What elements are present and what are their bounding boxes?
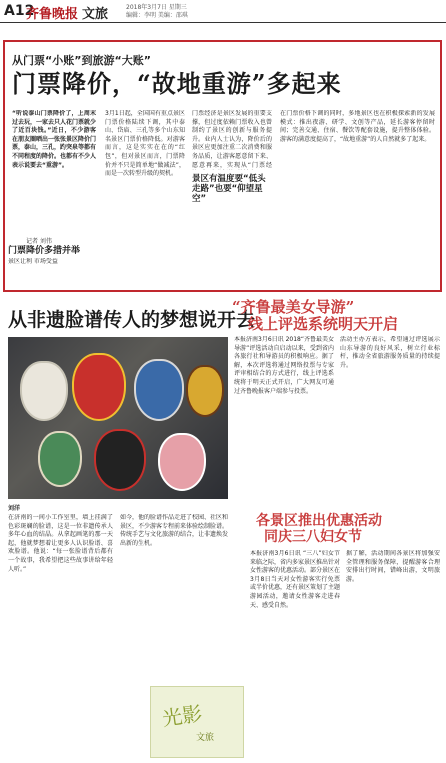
lead-col-3: 门票经济是景区发展的重要支撑，但过度依赖门票收入也曾制约了景区的创新与服务提升。业内人士认为，降价后的景区应更加注重二次消费和服务品质，让游客愿意留下来、愿意再来，实现从“门票经 — [192, 110, 272, 169]
header-date: 2018年3月7日 星期三 — [126, 4, 187, 11]
paper-name: 齐鲁晚报 — [26, 7, 79, 22]
campaign-title-line-1: “齐鲁最美女导游” — [232, 298, 355, 316]
campaign-body-2: 活动主办方表示，希望通过评选展示山东导游的良好风采，树立行业标杆，推动全省旅游服务质量的持续提升。 — [340, 336, 440, 369]
lead-col-4: 在门票价格下调的同时，多地景区也在积极探索新的发展模式：推出夜游、研学、文创等产品，延长游客停留时间；完善交通、住宿、餐饮等配套设施，提升整体体验。游客的满意度提高了，“故地重游”的人自然就多了起来。 — [280, 110, 435, 143]
womens-day-title-line-1: 各景区推出优惠活动 — [256, 513, 382, 529]
section-name: 文旅 — [82, 7, 109, 22]
feature-body-2: 如今，他的脸谱作品走进了校园、社区和景区，不少游客专程前来体验绘制脸谱。传统手艺与文化旅游的结合，让非遗焕发出新的生机。 — [120, 514, 228, 547]
lead-subhead-1: 门票降价多措并举 — [8, 246, 81, 256]
opera-masks-photo — [8, 337, 228, 499]
header-editors: 编辑：李明 美编：邵琪 — [126, 12, 188, 19]
mask-gold — [186, 365, 224, 417]
lead-subhead-2: 景区有温度要“低头走路”也要“仰望星空” — [192, 174, 266, 204]
lead-kicker: 从门票“小账”到旅游“大账” — [12, 54, 151, 67]
campaign-title-line-2: 线上评选系统明天开启 — [248, 315, 399, 333]
mask-black — [94, 429, 146, 491]
lead-col-2: 3月1日起，全国国有重点景区门票价格陆续下调，其中泰山、岱庙、三孔等多个山东知名景区门票价格降低。对游客而言，这是实实在在的“红包”，但对景区而言，门票降价并不只是简单地“做减法”，而是一次转型升级的契机。 — [105, 110, 185, 178]
lead-paragraph: “听说泰山门票降价了，上周末过去玩，一家去只人花门票就少了近百块钱。”近日，不少游客在朋友圈晒出一张张景区降价门票，泰山，三孔，趵突泉等都有不同程度的降价。也都有不少人表示说要去“重游”。 — [12, 110, 96, 169]
mask-green — [38, 431, 82, 487]
feature-body-1: 在济南的一间小工作室里，墙上挂满了色彩斑斓的脸谱，这是一位非遗传承人多年心血的结晶。从拿起画笔的那一天起，他就梦想着让更多人认识脸谱、喜欢脸谱。他说：“每一张脸谱背后都有一个故事，我希望把这些故事讲给年轻人听。” — [8, 514, 113, 573]
column-logo-text: 光影 — [160, 701, 204, 731]
page-number: A12 — [4, 3, 35, 19]
header-divider — [0, 22, 446, 23]
lead-photo-caption: 记者 刘伟 — [26, 238, 52, 245]
mask-white — [20, 361, 68, 421]
lead-headline: 门票降价，“故地重游”多起来 — [12, 69, 342, 98]
womens-day-body-2: 据了解，活动期间各景区将加强安全管理和服务保障，提醒游客合理安排出行时间，错峰出游，文明旅游。 — [346, 550, 440, 583]
womens-day-body-1: 本报济南3月6日讯 “三八”妇女节来临之际，省内多家景区推出针对女性游客的优惠活动。部分景区在3月8日当天对女性游客实行免票或半价优惠，还有景区策划了主题游园活动，邀请女性游客走进春天、感受自然。 — [250, 550, 340, 609]
feature-title: 从非遗脸谱传人的梦想说开去 — [8, 309, 256, 331]
mask-blue — [134, 359, 184, 421]
column-logo-subtext: 文旅 — [196, 733, 215, 743]
mask-pink — [158, 433, 206, 491]
feature-byline: 刘洋 — [8, 505, 21, 512]
womens-day-title-line-2: 同庆三八妇女节 — [264, 529, 362, 545]
mask-red — [72, 353, 126, 421]
lead-col-1: 景区让利 市场受益 — [8, 258, 58, 265]
campaign-body-1: 本报济南3月6日讯 2018“齐鲁最美女导游”评选活动自启动以来，受到省内各旅行社和导游员的积极响应。据了解，本次评选将通过网络投票与专家评审相结合的方式进行，线上评选系统将于明天正式开启，广大网友可通过齐鲁晚报客户端参与投票。 — [234, 336, 334, 395]
